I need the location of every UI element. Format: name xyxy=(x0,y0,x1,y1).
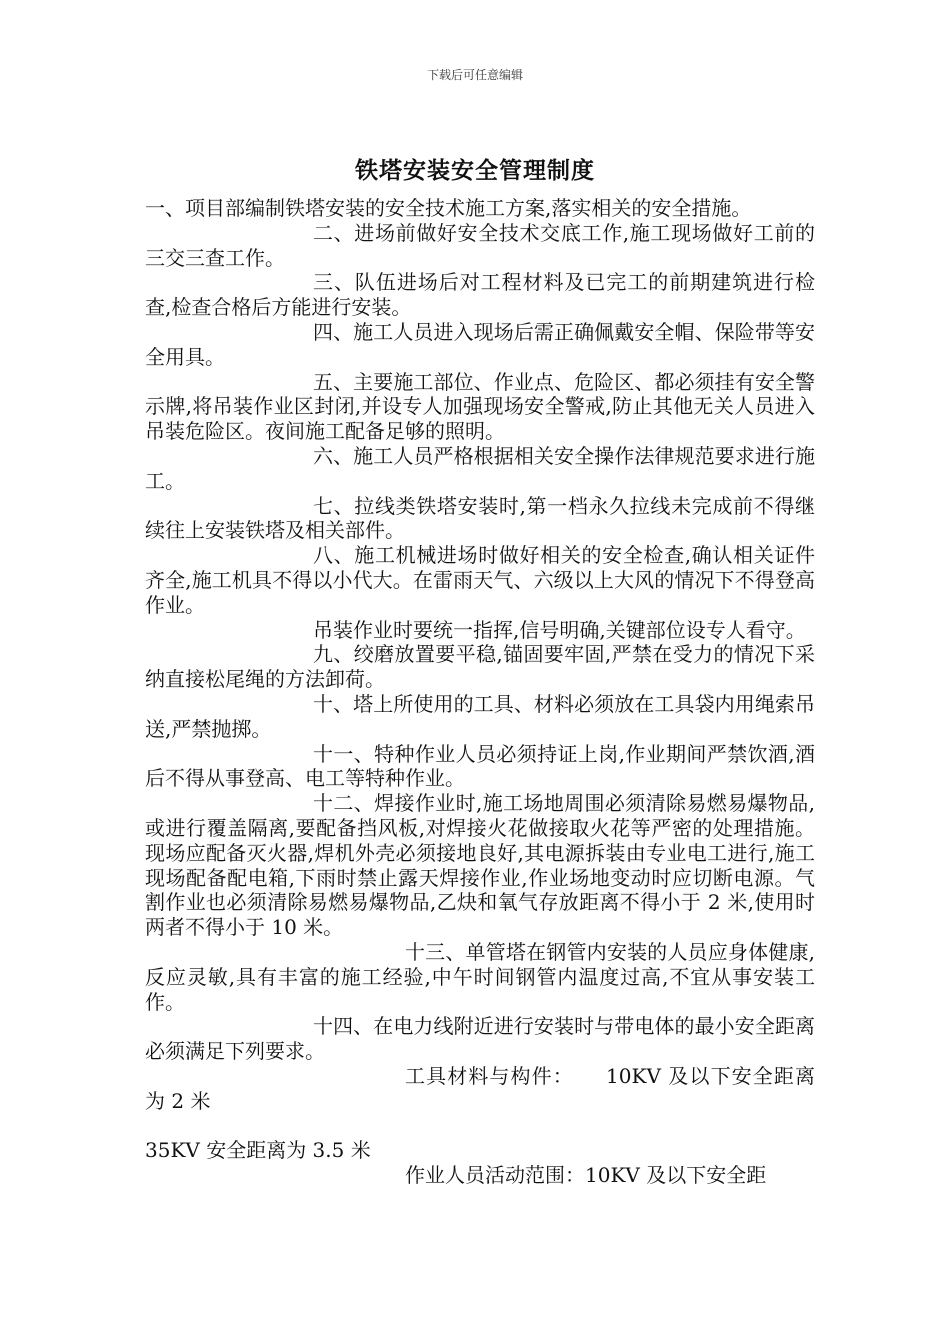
document-title: 铁塔安装安全管理制度 xyxy=(355,157,595,184)
paragraph-11: 十一、特种作业人员必须持证上岗,作业期间严禁饮酒,酒后不得从事登高、电工等特种作业。 xyxy=(145,741,815,791)
paragraph-worker-range: 作业人员活动范围：10KV 及以下安全距 xyxy=(405,1163,767,1188)
page-header: 下载后可任意编辑 xyxy=(426,68,523,82)
paragraph-6: 六、施工人员严格根据相关安全操作法律规范要求进行施工。 xyxy=(145,443,815,493)
paragraph-9: 九、绞磨放置要平稳,锚固要牢固,严禁在受力的情况下采纳直接松尾绳的方法卸荷。 xyxy=(145,642,815,692)
paragraph-14: 十四、在电力线附近进行安装时与带电体的最小安全距离必须满足下列要求。 xyxy=(145,1014,815,1064)
paragraph-13: 十三、单管塔在钢管内安装的人员应身体健康,反应灵敏,具有丰富的施工经验,中午时间钢管内温度过高,不宜从事安装工作。 xyxy=(145,939,815,1014)
paragraph-1: 一、项目部编制铁塔安装的安全技术施工方案,落实相关的安全措施。 xyxy=(145,196,752,220)
paragraph-3: 三、队伍进场后对工程材料及已完工的前期建筑进行检查,检查合格后方能进行安装。 xyxy=(145,270,815,320)
paragraph-12: 十二、焊接作业时,施工场地周围必须清除易燃易爆物品,或进行覆盖隔离,要配备挡风板,对焊接火花做接取火花等严密的处理措施。现场应配备灭火器,焊机外壳必须接地良好,其电源拆装由专业电工进行,施工现场配备配电箱,下雨时禁止露天焊接作业,作业场地变动时应切断电源。气割作业也必须清除易燃易爆物品,乙炔和氧气存放距离不得小于 2 米,使用时两者不得小于 10 米。 xyxy=(145,791,815,940)
paragraph-35kv-distance: 35KV 安全距离为 3.5 米 xyxy=(145,1138,371,1163)
paragraph-5: 五、主要施工部位、作业点、危险区、都必须挂有安全警示牌,将吊装作业区封闭,并设专人加强现场安全警戒,防止其他无关人员进入吊装危险区。夜间施工配备足够的照明。 xyxy=(145,369,815,444)
paragraph-10: 十、塔上所使用的工具、材料必须放在工具袋内用绳索吊送,严禁抛掷。 xyxy=(145,691,815,741)
paragraph-4: 四、施工人员进入现场后需正确佩戴安全帽、保险带等安全用具。 xyxy=(145,319,815,369)
paragraph-hoisting: 吊装作业时要统一指挥,信号明确,关键部位设专人看守。 xyxy=(313,617,806,642)
blank-line xyxy=(145,1113,815,1138)
document-body xyxy=(145,196,815,1188)
paragraph-2: 二、进场前做好安全技术交底工作,施工现场做好工前的三交三查工作。 xyxy=(145,220,815,270)
paragraph-7: 七、拉线类铁塔安装时,第一档永久拉线未完成前不得继续往上安装铁塔及相关部件。 xyxy=(145,493,815,543)
paragraph-8: 八、施工机械进场时做好相关的安全检查,确认相关证件齐全,施工机具不得以小代大。在雷雨天气、六级以上大风的情况下不得登高作业。 xyxy=(145,543,815,617)
paragraph-tools-distance: 工具材料与构件： 10KV 及以下安全距离为 2 米 xyxy=(145,1063,815,1113)
